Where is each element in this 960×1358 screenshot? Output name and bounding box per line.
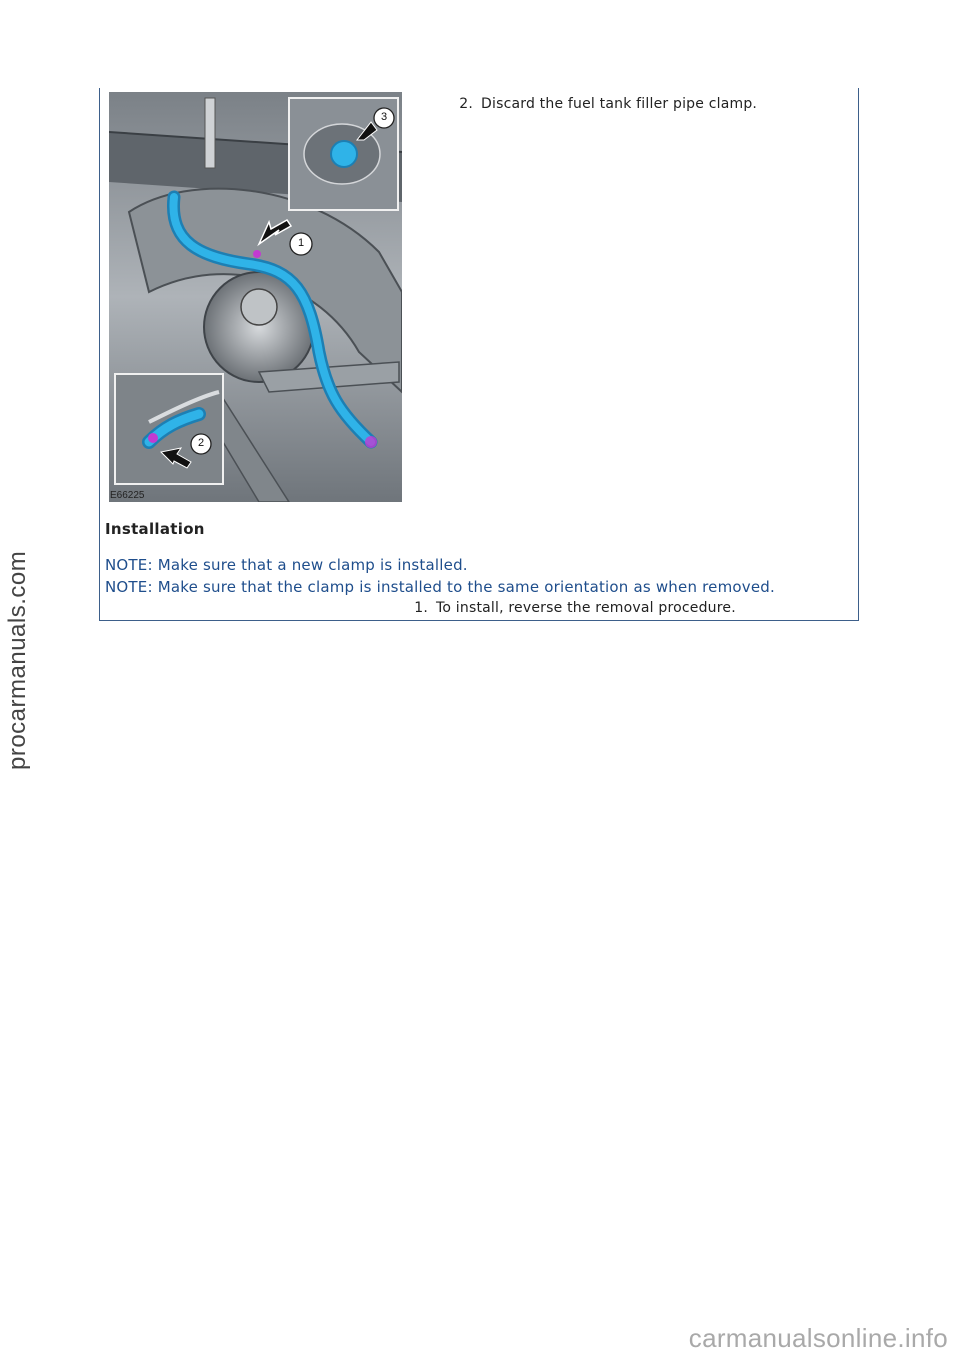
removal-step-2: [445, 96, 757, 112]
callout-3: 3: [380, 111, 388, 123]
bottom-watermark: carmanualsonline.info: [688, 1323, 948, 1353]
procedure-frame: [99, 88, 859, 621]
side-watermark: procarmanuals.com: [4, 550, 31, 770]
installation-heading: Installation: [105, 520, 205, 538]
step-text: To install, reverse the removal procedure.: [436, 600, 736, 616]
callout-1: 1: [297, 237, 305, 249]
step-number: 1.: [414, 600, 428, 616]
callout-2: 2: [197, 437, 205, 449]
note-new-clamp: NOTE: Make sure that a new clamp is installed.: [105, 556, 468, 574]
installation-step-1: [400, 600, 736, 616]
fuel-filler-pipe-illustration: [109, 92, 402, 502]
step-text: Discard the fuel tank filler pipe clamp.: [481, 96, 758, 112]
note-clamp-orientation: NOTE: Make sure that the clamp is installed to the same orientation as when removed.: [105, 578, 775, 596]
illustration-code: E66225: [110, 490, 145, 501]
step-number: 2.: [459, 96, 473, 112]
